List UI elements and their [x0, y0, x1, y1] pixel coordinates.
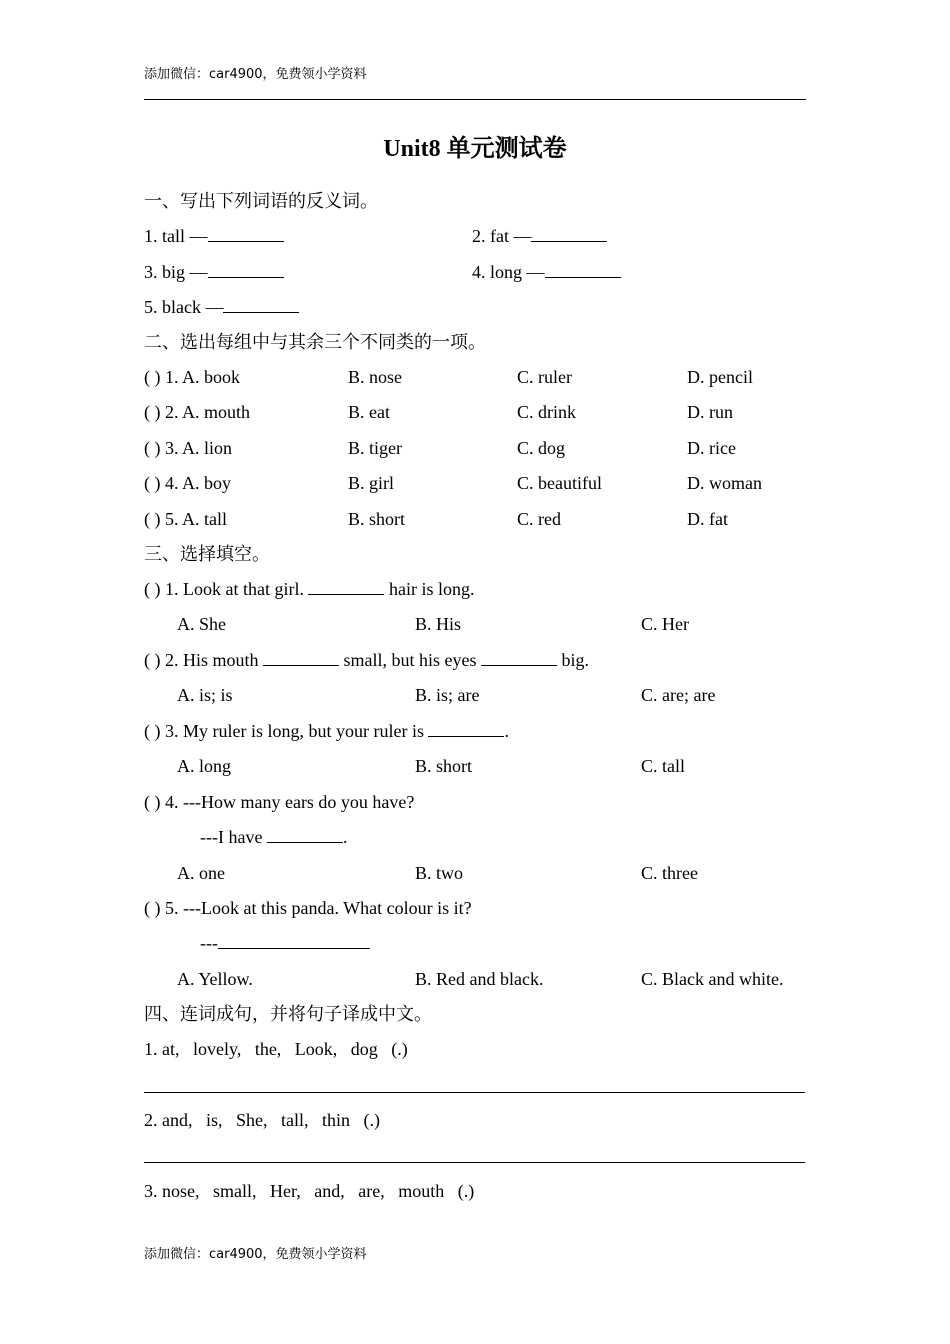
sentence-item-1: 1. at, lovely, the, Look, dog (.): [144, 1039, 408, 1059]
sentence-item-2: 2. and, is, She, tall, thin (.): [144, 1110, 380, 1130]
page-header: 添加微信：car4900，免费领小学资料: [144, 67, 367, 82]
option-d: D. woman: [687, 473, 762, 493]
answer-blank[interactable]: [481, 649, 557, 666]
answer-blank[interactable]: [545, 261, 621, 278]
answer-blank[interactable]: [208, 261, 284, 278]
option-a: A. She: [177, 614, 226, 634]
option-c: C. three: [641, 863, 698, 883]
answer-blank[interactable]: [218, 932, 370, 949]
odd-one-out-q1: ( ) 1. A. book: [144, 367, 240, 387]
antonym-item-5: 5. black —: [144, 296, 299, 318]
option-c: C. dog: [517, 438, 566, 458]
option-a: A. long: [177, 756, 231, 776]
option-b: B. nose: [348, 367, 402, 387]
option-d: D. rice: [687, 438, 736, 458]
option-d: D. fat: [687, 509, 728, 529]
option-c: C. Black and white.: [641, 969, 784, 989]
choice-q4: ( ) 4. ---How many ears do you have?: [144, 792, 415, 812]
section3-heading: 三、选择填空。: [144, 544, 270, 564]
option-d: D. pencil: [687, 367, 753, 387]
option-b: B. short: [348, 509, 406, 529]
answer-blank[interactable]: [208, 225, 284, 242]
section4-heading: 四、连词成句，并将句子译成中文。: [144, 1004, 432, 1024]
odd-one-out-q3: ( ) 3. A. lion: [144, 438, 232, 458]
antonym-item-4: 4. long —: [472, 261, 621, 283]
option-a: A. one: [177, 863, 225, 883]
choice-q1: ( ) 1. Look at that girl. hair is long.: [144, 579, 475, 599]
choice-q3: ( ) 3. My ruler is long, but your ruler is .: [144, 721, 509, 741]
choice-q2: ( ) 2. His mouth small, but his eyes big.: [144, 650, 590, 670]
option-b: B. tiger: [348, 438, 402, 458]
section2-heading: 二、选出每组中与其余三个不同类的一项。: [144, 332, 486, 352]
option-b: B. His: [415, 614, 462, 634]
antonym-item-3: 3. big —: [144, 261, 284, 283]
choice-q4-answer-line: ---I have .: [200, 827, 348, 847]
option-a: A. is; is: [177, 685, 233, 705]
answer-blank[interactable]: [267, 826, 343, 843]
answer-blank[interactable]: [531, 225, 607, 242]
worksheet-title: Unit8 单元测试卷: [383, 136, 567, 162]
odd-one-out-q4: ( ) 4. A. boy: [144, 473, 231, 493]
odd-one-out-q2: ( ) 2. A. mouth: [144, 402, 250, 422]
option-c: C. ruler: [517, 367, 572, 387]
answer-blank[interactable]: [308, 578, 384, 595]
option-c: C. beautiful: [517, 473, 602, 493]
option-b: B. eat: [348, 402, 390, 422]
header-rule: [144, 99, 806, 100]
answer-line[interactable]: [144, 1162, 805, 1163]
option-d: D. run: [687, 402, 733, 422]
antonym-item-1: 1. tall —: [144, 225, 284, 247]
option-b: B. girl: [348, 473, 395, 493]
option-b: B. Red and black.: [415, 969, 544, 989]
option-c: C. are; are: [641, 685, 716, 705]
option-c: C. drink: [517, 402, 577, 422]
answer-blank[interactable]: [263, 649, 339, 666]
antonym-item-2: 2. fat —: [472, 225, 607, 247]
option-b: B. short: [415, 756, 473, 776]
option-c: C. tall: [641, 756, 685, 776]
odd-one-out-q5: ( ) 5. A. tall: [144, 509, 227, 529]
choice-q5-answer-line: ---: [200, 932, 370, 954]
option-a: A. Yellow.: [177, 969, 253, 989]
page-footer: 添加微信：car4900，免费领小学资料: [144, 1247, 367, 1262]
answer-blank[interactable]: [428, 720, 504, 737]
choice-q5: ( ) 5. ---Look at this panda. What colour is it?: [144, 898, 472, 918]
answer-line[interactable]: [144, 1092, 805, 1093]
section1-heading: 一、写出下列词语的反义词。: [144, 191, 378, 211]
answer-blank[interactable]: [223, 296, 299, 313]
option-b: B. two: [415, 863, 464, 883]
option-c: C. Her: [641, 614, 689, 634]
option-b: B. is; are: [415, 685, 480, 705]
sentence-item-3: 3. nose, small, Her, and, are, mouth (.): [144, 1181, 475, 1201]
option-c: C. red: [517, 509, 561, 529]
